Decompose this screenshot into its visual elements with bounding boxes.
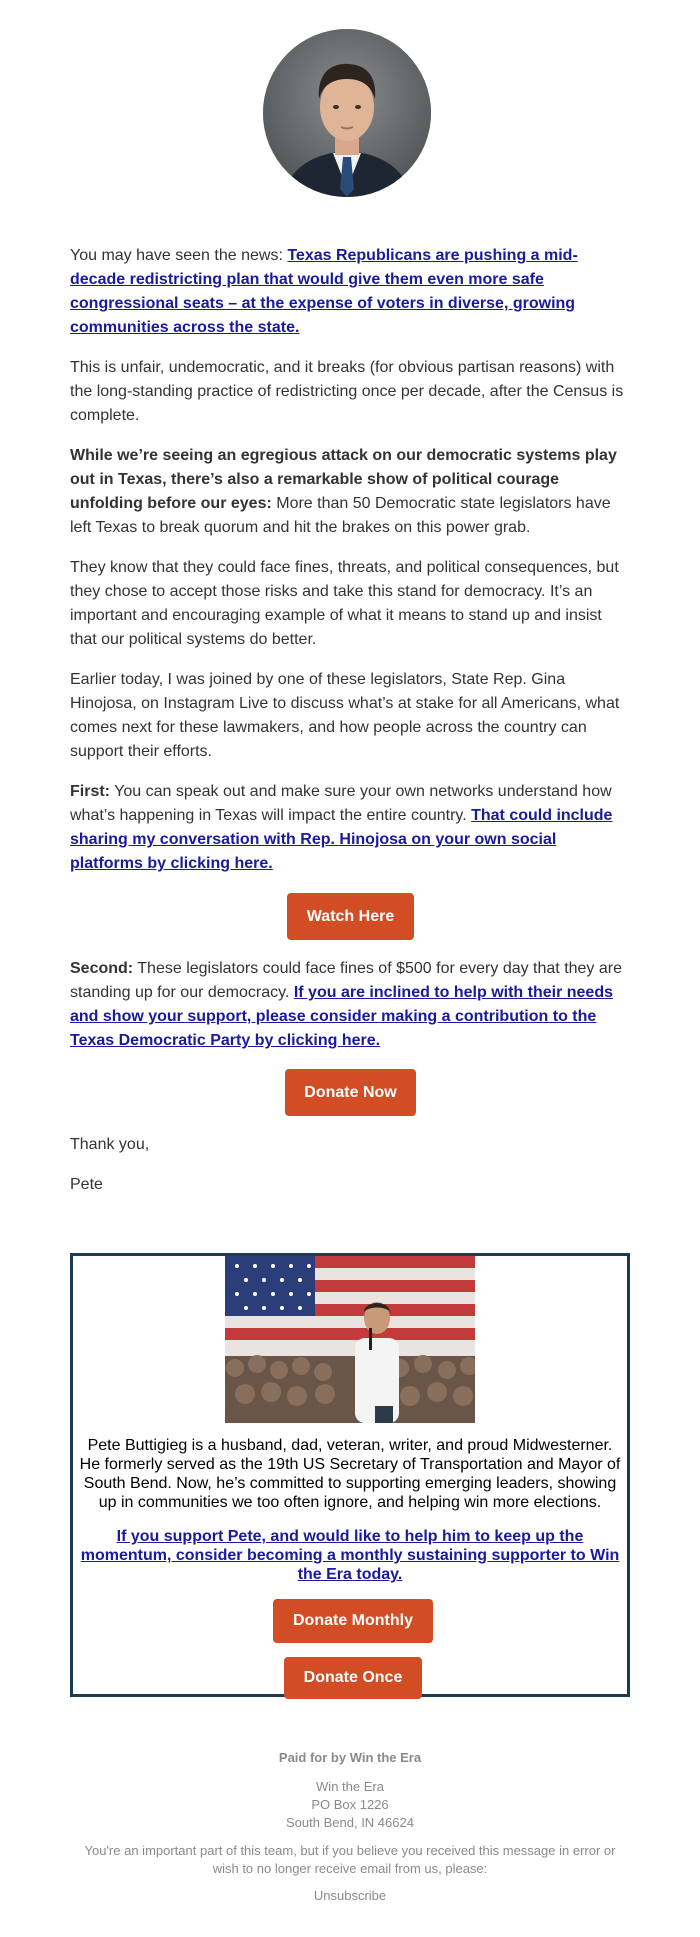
paragraph-text: Earlier today, I was joined by one of these legislators, State Rep. Gina Hinojosa, on Instagram Live to discuss what’s at stake for all Americans, what comes next for these lawmakers, and how people across the country can support their efforts. (70, 671, 620, 760)
paragraph-text: More than 50 Democratic state legislators have left Texas to break quorum and hit the brakes on this power grab. (70, 495, 611, 536)
closing-text: Thank you, (70, 1136, 150, 1153)
paragraph-consequences (70, 556, 630, 652)
paragraph-instagram (70, 668, 630, 764)
footer-notice: You're an important part of this team, but if you believe you received this message in error or wish to no longer receive email from us, please: (84, 1843, 616, 1876)
contribution-link[interactable]: If you are inclined to help with their needs and show your support, please consider making a contribution to the Texas Democratic Party by clicking here. (70, 984, 613, 1049)
signature (70, 1173, 630, 1197)
footer-city: South Bend, IN 46624 (286, 1815, 414, 1830)
bio-box (70, 1253, 630, 1697)
paragraph-bold: Second: (70, 960, 134, 977)
paragraph-bold: First: (70, 783, 110, 800)
monthly-supporter-link[interactable]: If you support Pete, and would like to help him to keep up the momentum, consider becoming a monthly sustaining supporter to Win the Era today. (80, 1528, 620, 1583)
closing (70, 1133, 630, 1157)
person-portrait-icon (263, 29, 431, 197)
share-conversation-link[interactable]: That could include sharing my conversation with Rep. Hinojosa on your own social platforms by clicking here. (70, 807, 613, 872)
bio-text: Pete Buttigieg is a husband, dad, veteran, writer, and proud Midwesterner. He formerly served as the 19th US Secretary of Transportation and Mayor of South Bend. Now, he’s committed to supporting emerging leaders, showing up in communities we too often ignore, and helping win more elections. (79, 1437, 621, 1511)
redistricting-link[interactable]: Texas Republicans are pushing a mid-decade redistricting plan that would give them even more safe congressional seats – at the expense of voters in diverse, growing communities across the state. (70, 247, 578, 336)
footer-org: Win the Era (316, 1779, 384, 1794)
paragraph-text: You may have seen the news: (70, 247, 288, 264)
paragraph-first (70, 780, 630, 876)
paragraph-text: These legislators could face fines of $500 for every day that they are standing up for our democracy. (70, 960, 622, 1001)
paragraph-second (70, 957, 630, 1053)
unsubscribe-link[interactable]: Unsubscribe (313, 1888, 387, 1903)
donate-now-button[interactable]: Donate Now (285, 1069, 416, 1116)
donate-monthly-button[interactable]: Donate Monthly (273, 1599, 433, 1643)
paragraph-bold: While we’re seeing an egregious attack on our democratic systems play out in Texas, there’s also a remarkable show of political courage unfolding before our eyes: (70, 447, 617, 512)
avatar (263, 29, 431, 197)
donate-once-button[interactable]: Donate Once (284, 1657, 422, 1699)
paragraph-text: You can speak out and make sure your own networks understand how what’s happening in Texas will impact the entire country. (70, 783, 612, 824)
rally-photo (225, 1256, 475, 1423)
rally-photo-icon (225, 1256, 475, 1423)
paragraph-news (70, 244, 630, 340)
bio-link-wrapper (78, 1527, 622, 1584)
paragraph-unfair (70, 356, 630, 428)
footer-po-box: PO Box 1226 (311, 1797, 389, 1812)
paragraph-text: They know that they could face fines, threats, and political consequences, but they chose to accept those risks and take this stand for democracy. It’s an important and encouraging example of what it means to stand up and insist that our political systems do better. (70, 559, 619, 648)
paragraph-text: This is unfair, undemocratic, and it breaks (for obvious partisan reasons) with the long-standing practice of redistricting once per decade, after the Census is complete. (70, 359, 624, 424)
watch-here-button[interactable]: Watch Here (287, 893, 414, 940)
paragraph-courage (70, 444, 630, 540)
signature-text: Pete (70, 1176, 103, 1193)
paid-for-text: Paid for by Win the Era (278, 1750, 422, 1765)
